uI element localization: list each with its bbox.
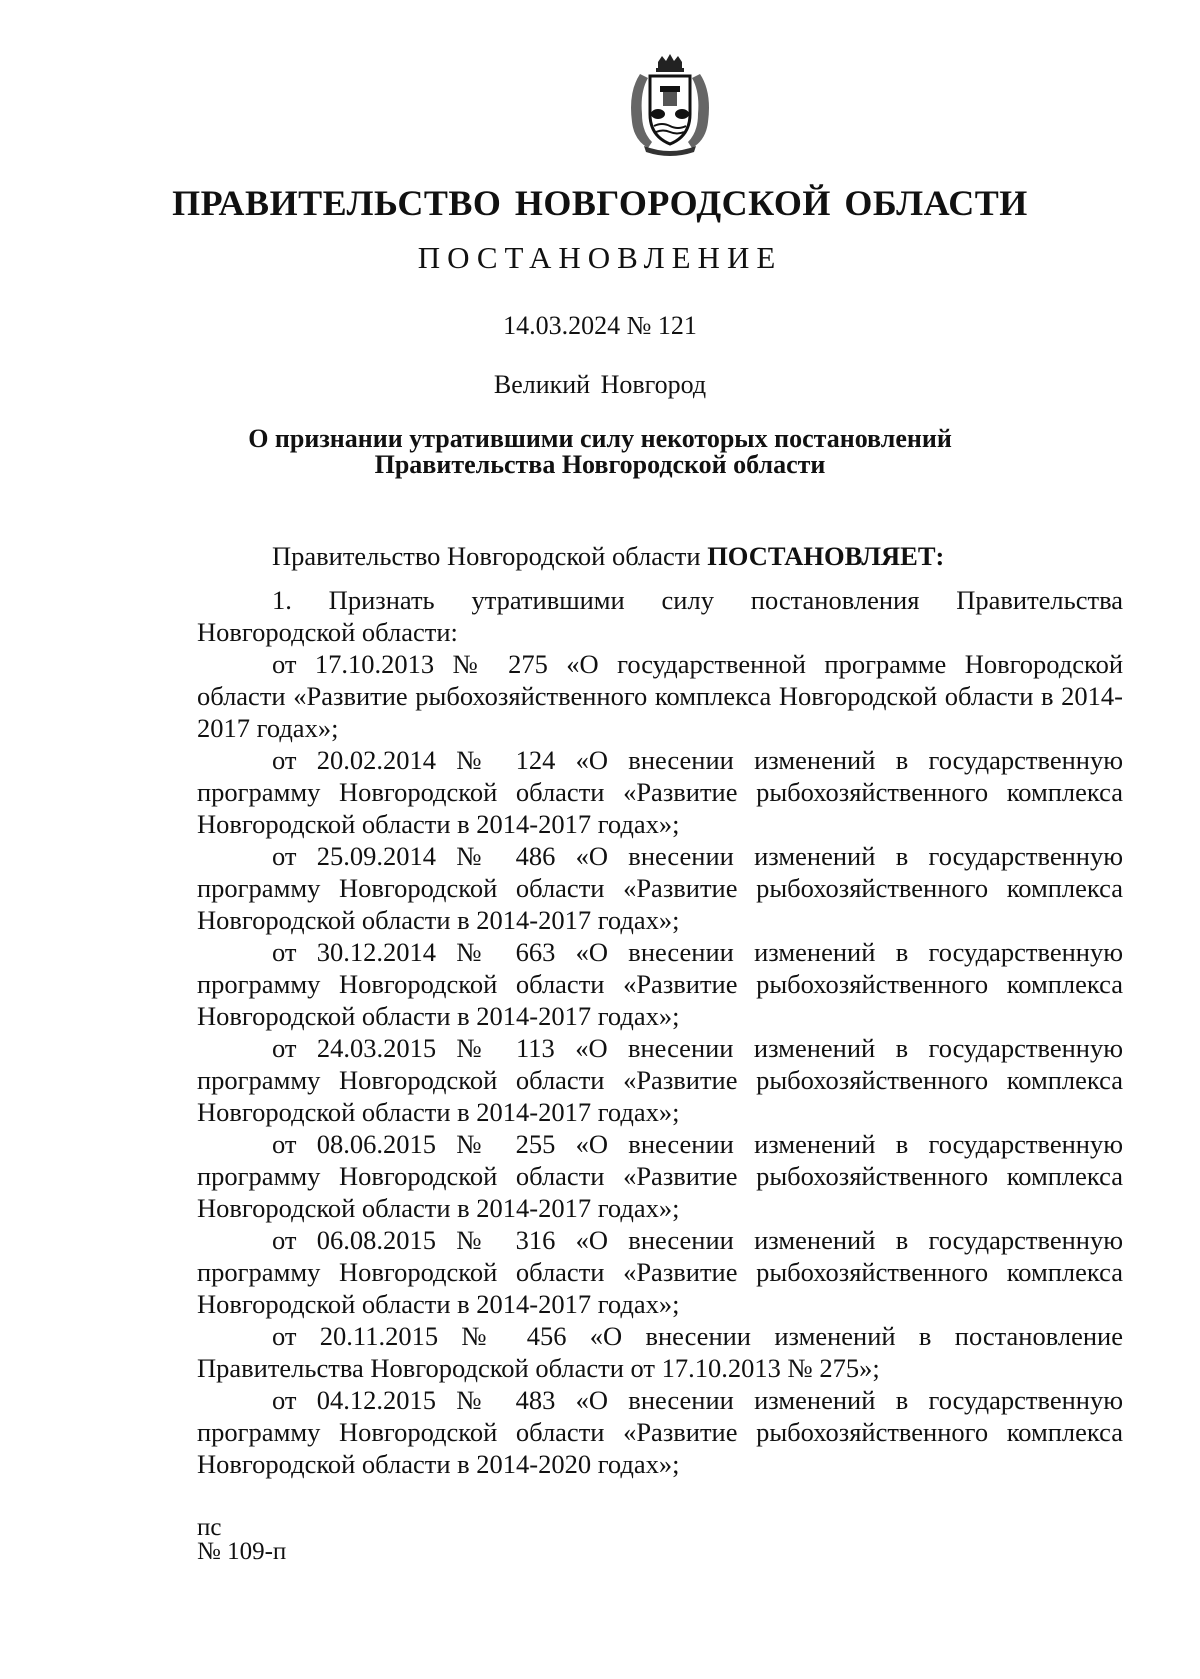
document-city: Великий Новгород <box>493 370 707 399</box>
item-1: 1. Признать утратившими силу постановления Правительства Новгородской области: <box>197 585 1123 647</box>
document-type: ПОСТАНОВЛЕНИЕ <box>417 240 783 275</box>
resolution-intro <box>197 540 1123 572</box>
entry-paragraph: от 06.08.2015 № 316 «О внесении изменений в государственную программу Новгородской области «Развитие рыбохозяйственного комплекса Новгородской области в 2014-2017 годах»; <box>197 1225 1123 1319</box>
intro-bold: ПОСТАНОВЛЯЕТ: <box>707 541 945 571</box>
footer-mark: пс <box>197 1514 222 1541</box>
entry-paragraph: от 25.09.2014 № 486 «О внесении изменений в государственную программу Новгородской области «Развитие рыбохозяйственного комплекса Новгородской области в 2014-2017 годах»; <box>197 841 1123 935</box>
document-body <box>197 540 1123 1480</box>
title-line-2: Правительства Новгородской области <box>374 450 826 479</box>
entry-paragraph: от 17.10.2013 № 275 «О государственной программе Новгородской области «Развитие рыбохозяйственного комплекса Новгородской области в 2014-2017 годах»; <box>197 649 1123 743</box>
entry-paragraph: от 20.11.2015 № 456 «О внесении изменений в постановление Правительства Новгородской области от 17.10.2013 № 275»; <box>197 1321 1123 1383</box>
coat-of-arms-emblem <box>618 52 722 156</box>
document-date-number: 14.03.2024 № 121 <box>503 311 697 340</box>
document-footer <box>197 1516 286 1564</box>
footer-number: № 109-п <box>197 1538 287 1565</box>
entry-paragraph: от 04.12.2015 № 483 «О внесении изменений в государственную программу Новгородской области «Развитие рыбохозяйственного комплекса Новгородской области в 2014-2020 годах»; <box>197 1385 1123 1479</box>
organization-name: ПРАВИТЕЛЬСТВО НОВГОРОДСКОЙ ОБЛАСТИ <box>172 183 1028 223</box>
entry-paragraph: от 30.12.2014 № 663 «О внесении изменений в государственную программу Новгородской области «Развитие рыбохозяйственного комплекса Новгородской области в 2014-2017 годах»; <box>197 937 1123 1031</box>
entry-paragraph: от 20.02.2014 № 124 «О внесении изменений в государственную программу Новгородской области «Развитие рыбохозяйственного комплекса Новгородской области в 2014-2017 годах»; <box>197 745 1123 839</box>
document-title <box>0 426 1200 478</box>
intro-text: Правительство Новгородской области <box>272 541 708 571</box>
entry-paragraph: от 08.06.2015 № 255 «О внесении изменений в государственную программу Новгородской области «Развитие рыбохозяйственного комплекса Новгородской области в 2014-2017 годах»; <box>197 1129 1123 1223</box>
entry-paragraph: от 24.03.2015 № 113 «О внесении изменений в государственную программу Новгородской области «Развитие рыбохозяйственного комплекса Новгородской области в 2014-2017 годах»; <box>197 1033 1123 1127</box>
title-line-1: О признании утратившими силу некоторых постановлений <box>248 424 952 453</box>
